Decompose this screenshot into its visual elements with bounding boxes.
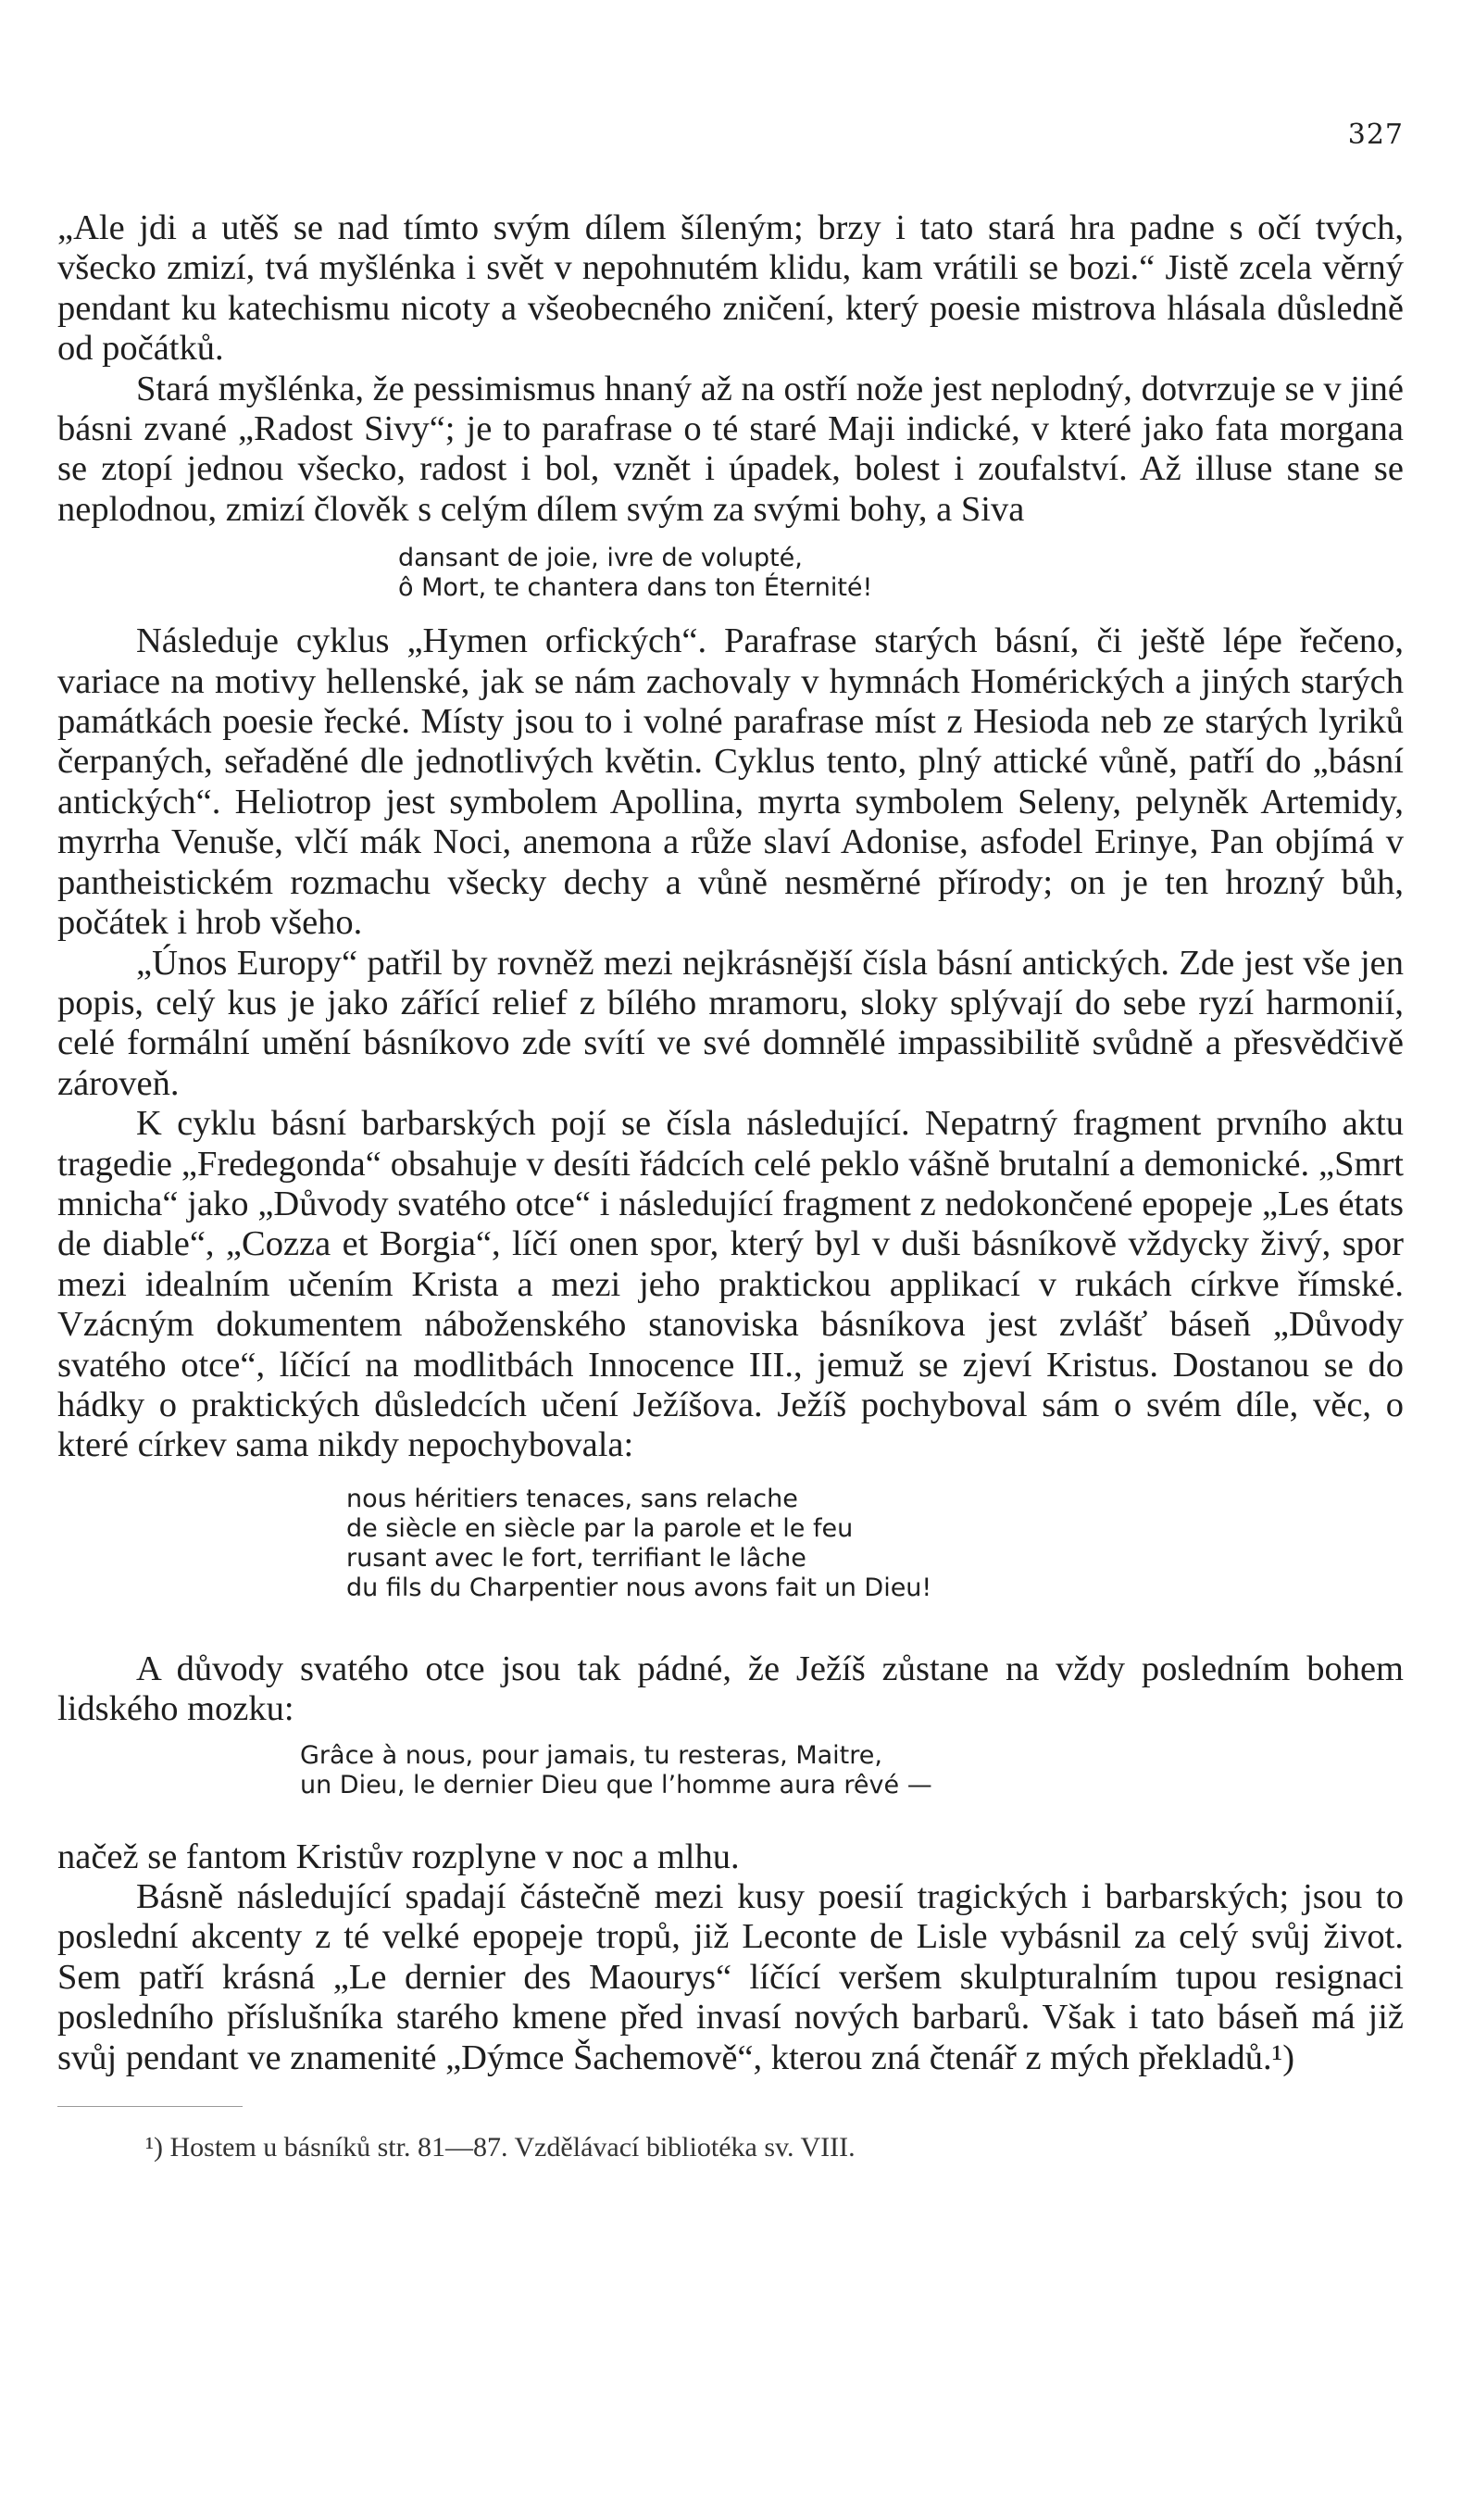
paragraph: Následuje cyklus „Hymen orfických“. Parafrase starých básní, či ještě lépe řečeno, variace na motivy hellenské, jak se nám zachovaly v hymnách Homérických a jiných starých památkách poesie řecké. Místy jsou to i volné parafrase míst z Hesioda neb ze starých lyriků čerpaných, seřaděné dle jednotlivých květin. Cyklus tento, plný attické vůně, patří do „básní antických“. Heliotrop jest symbolem Apollina, myrta symbolem Seleny, pelyněk Artemidy, myrrha Venuše, vlčí mák Noci, anemona a růže slaví Adonise, asfodel Erinye, Pan objímá v pantheistickém rozmachu všecky dechy a vůně nesměrné přírody; on je ten hrozný bůh, počátek i hrob všeho. bbox=[57, 621, 1404, 943]
verse-line: rusant avec le fort, terrifiant le lâche bbox=[346, 1543, 806, 1573]
quoted-verse-heritiers bbox=[57, 1485, 1404, 1603]
verse-line: de siècle en siècle par la parole et le feu bbox=[346, 1513, 854, 1543]
verse-line: du fils du Charpentier nous avons fait un Dieu! bbox=[346, 1573, 932, 1602]
quoted-verse-grace bbox=[57, 1741, 1404, 1800]
page-number: 327 bbox=[1347, 119, 1404, 151]
paragraph: Básně následující spadají částečně mezi kusy poesií tragických i barbarských; jsou to poslední akcenty z té velké epopeje tropů, již Leconte de Lisle vybásnil za celý svůj život. Sem patří krásná „Le dernier des Maourys“ líčící veršem skulpturalním tupou resignaci posledního příslušníka starého kmene před invasí nových barbarů. Však i tato báseň má již svůj pendant ve znamenité „Dýmce Šachemově“, kterou zná čtenář z mých překladů.¹) bbox=[57, 1877, 1404, 2077]
paragraph: načež se fantom Kristův rozplyne v noc a mlhu. bbox=[57, 1837, 740, 1876]
verse-line: ô Mort, te chantera dans ton Éternité! bbox=[398, 573, 873, 603]
paragraph: K cyklu básní barbarských pojí se čísla následující. Nepatrný fragment prvního aktu tragedie „Fredegonda“ obsahuje v desíti řádcích celé peklo vášně brutalní a demonické. „Smrt mnicha“ jako „Důvody svatého otce“ i následující fragment z nedokončené epopeje „Les états de diable“, „Cozza et Borgia“, líčí onen spor, který byl v duši básníkově vždycky živý, spor mezi idealním učením Krista a mezi jeho praktickou applikací v rukách církve římské. Vzácným dokumentem náboženského stanoviska básníkova jest zvlášť báseň „Důvody svatého otce“, líčící na modlitbách Innocence III., jemuž se zjeví Kristus. Dostanou se do hádky o praktických důsledcích učení Ježíšova. Ježíš pochyboval sám o svém díle, věc, o které církev sama nikdy nepochybovala: bbox=[57, 1104, 1404, 1465]
verse-line: dansant de joie, ivre de volupté, bbox=[398, 544, 803, 573]
quoted-verse-siva bbox=[57, 544, 1404, 603]
paragraph: „Únos Europy“ patřil by rovněž mezi nejkrásnější čísla básní antických. Zde jest vše jen popis, celý kus je jako zářící relief z bílého mramoru, sloky splývají do sebe ryzí harmonií, celé formální umění básníkovo zde svítí ve své domnělé impassibilitě svůdně a přesvědčivě zároveň. bbox=[57, 943, 1404, 1103]
paragraph: Stará myšlénka, že pessimismus hnaný až na ostří nože jest neplodný, dotvrzuje se v jiné básni zvané „Radost Sivy“; je to parafrase o té staré Maji indické, v které jako fata morgana se ztopí jednou všecko, radost i bol, vznět i úpadek, bolest i zoufalství. Až illuse stane se neplodnou, zmizí člověk s celým dílem svým za svými bohy, a Siva bbox=[57, 369, 1404, 529]
paragraph: A důvody svatého otce jsou tak pádné, že Ježíš zůstane na vždy posledním bohem lidského mozku: bbox=[57, 1649, 1404, 1729]
verse-line: un Dieu, le dernier Dieu que l’homme aura rêvé — bbox=[300, 1770, 932, 1799]
body-text bbox=[57, 208, 1404, 2164]
verse-line: nous héritiers tenaces, sans relache bbox=[346, 1484, 798, 1513]
footnote-divider bbox=[57, 2106, 243, 2107]
verse-line: Grâce à nous, pour jamais, tu resteras, Maitre, bbox=[300, 1740, 882, 1770]
paragraph: „Ale jdi a utěš se nad tímto svým dílem šíleným; brzy i tato stará hra padne s očí tvých, všecko zmizí, tvá myšlénka i svět v nepohnutém klidu, kam vrátili se bozi.“ Jistě zcela věrný pendant ku katechismu nicoty a všeobecného zničení, který poesie mistrova hlásala důsledně od počátků. bbox=[57, 208, 1404, 369]
footnote: ¹) Hostem u básníků str. 81—87. Vzdělávací bibliotéka sv. VIII. bbox=[145, 2132, 856, 2163]
